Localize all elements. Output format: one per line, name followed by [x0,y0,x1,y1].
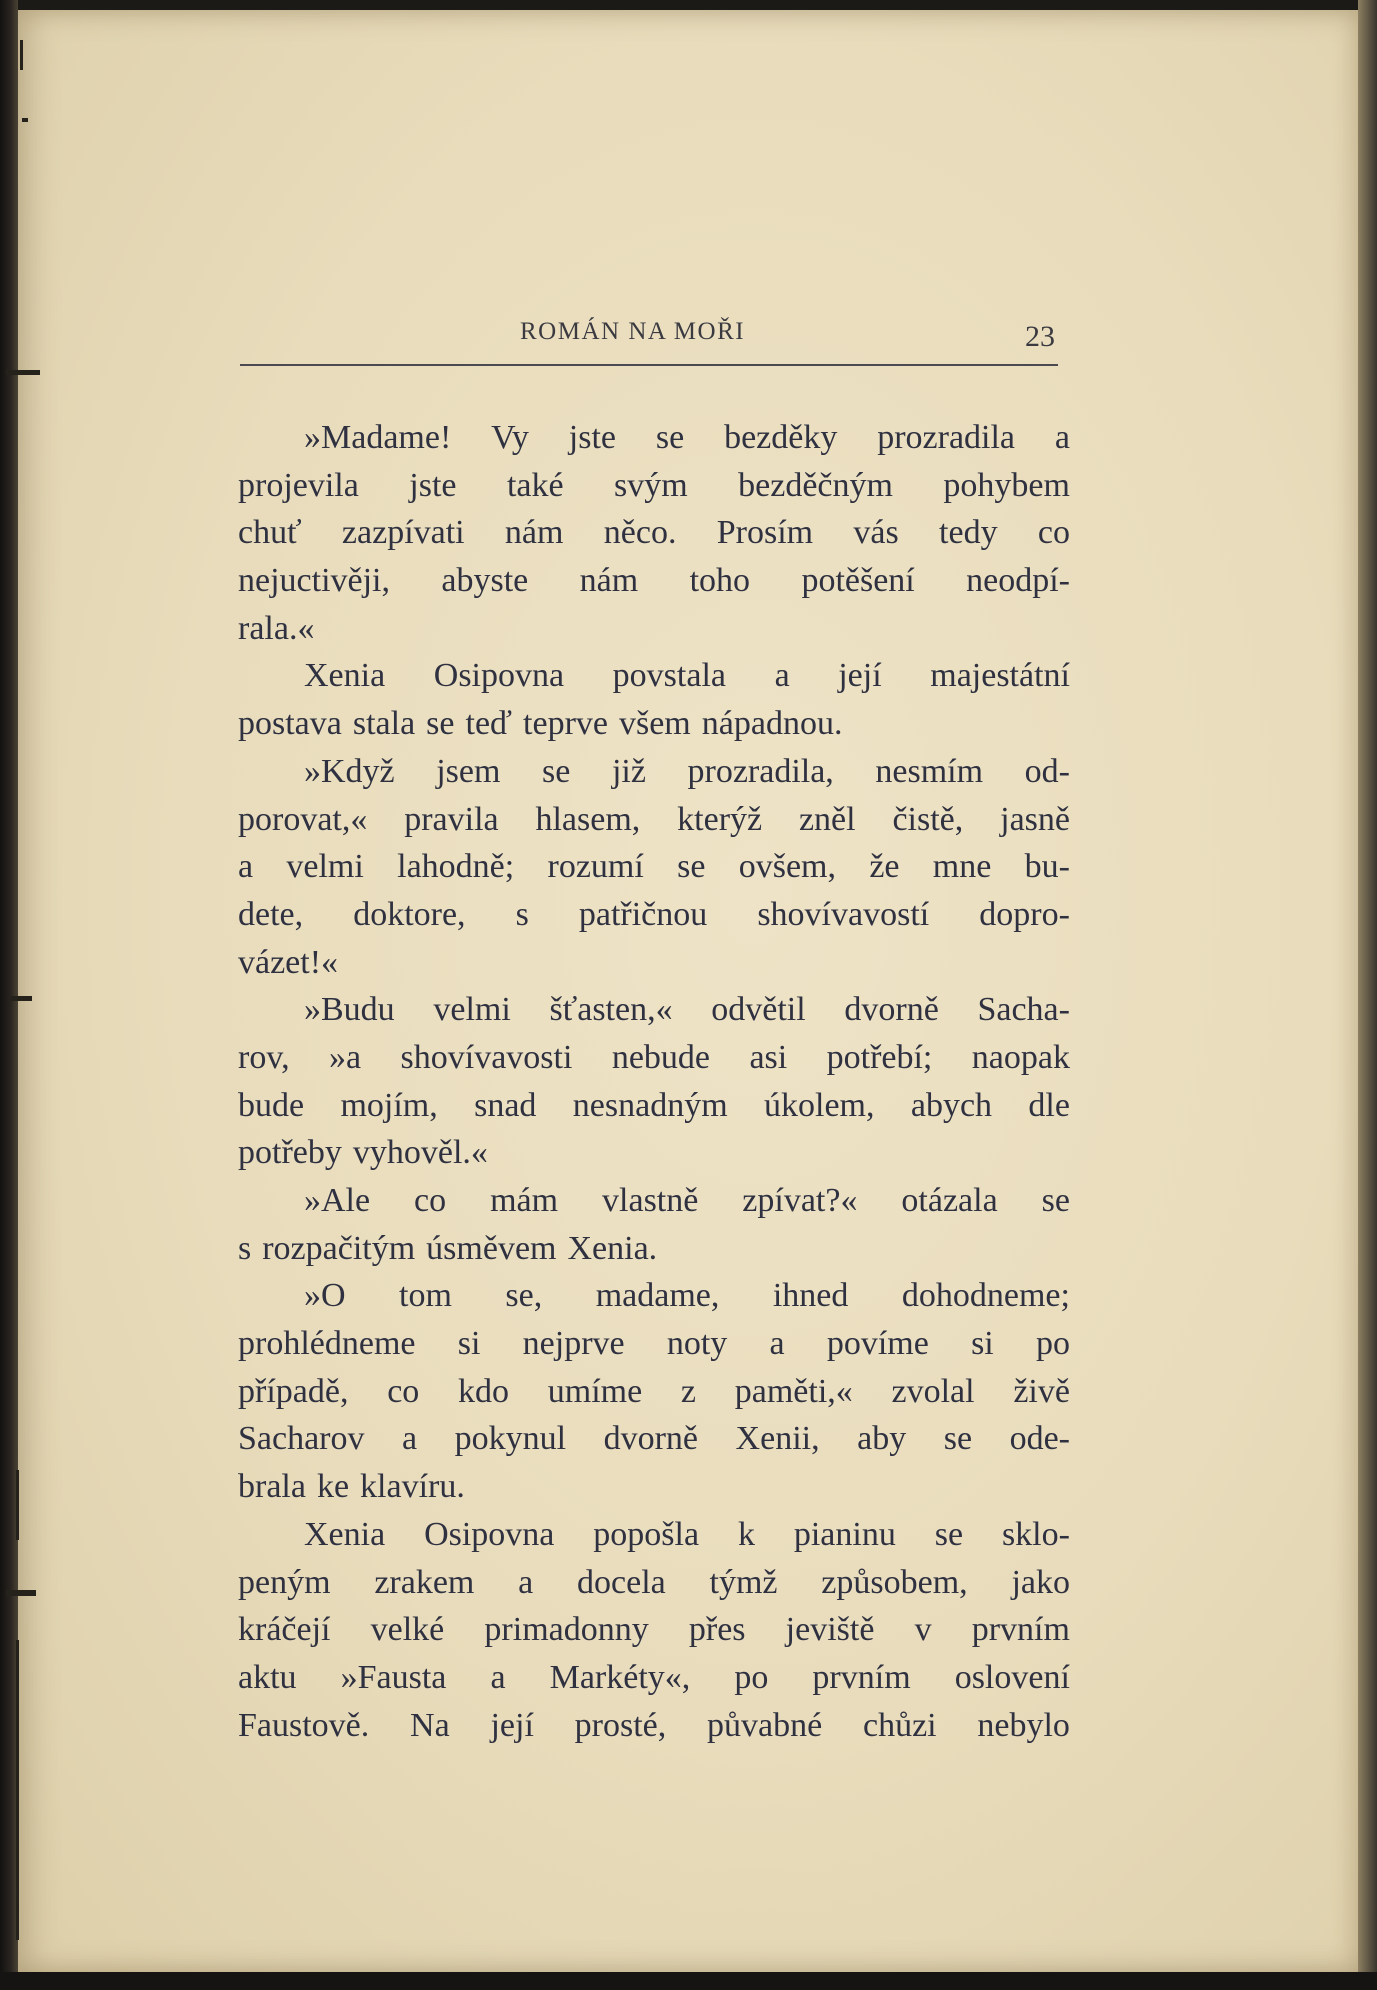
text-line: Xenia Osipovna povstala a její majestátní [304,657,1070,695]
text-line: peným zrakem a docela týmž způsobem, jako [238,1563,1070,1601]
binding-mark [22,118,28,122]
body-text [238,414,1070,1749]
text-line: »Ale co mám vlastně zpívat?« otázala se [304,1182,1070,1219]
text-line: případě, co kdo umíme z paměti,« zvolal živě [238,1372,1070,1410]
text-line: nejuctivěji, abyste nám toho potěšení neodpí- [238,562,1070,600]
running-header [240,318,1060,362]
text-line: aktu »Fausta a Markéty«, po prvním oslovení [238,1658,1070,1696]
paragraph [238,652,1070,747]
binding-mark [16,1640,19,1940]
binding-mark [6,1590,36,1596]
text-line: brala ke klavíru. [238,1468,465,1506]
text-line: postava stala se teď teprve všem nápadnou. [238,705,843,743]
paragraph [238,414,1070,652]
text-line: rala.« [238,609,315,647]
paragraph [238,986,1070,1177]
paragraph [238,748,1070,986]
text-line: prohlédneme si nejprve noty a povíme si po [238,1325,1070,1363]
text-line: chuť zazpívati nám něco. Prosím vás tedy co [238,514,1070,552]
text-line: dete, doktore, s patřičnou shovívavostí dopro- [238,895,1070,933]
paragraph [238,1511,1070,1749]
text-line: »Madame! Vy jste se bezděky prozradila a [304,419,1070,456]
binding-mark [6,370,40,375]
text-line: Faustově. Na její prosté, půvabné chůzi nebylo [238,1706,1070,1744]
text-line: vázet!« [238,943,339,981]
text-line: s rozpačitým úsměvem Xenia. [238,1229,658,1267]
binding-mark [16,1470,19,1540]
text-line: »Když jsem se již prozradila, nesmím od- [304,752,1070,790]
page-number: 23 [1025,320,1055,353]
text-line: rov, »a shovívavosti nebude asi potřebí; naopak [238,1038,1070,1076]
text-line: potřeby vyhověl.« [238,1134,488,1172]
text-line: porovat,« pravila hlasem, kterýž zněl čistě, jasně [238,800,1070,838]
text-line: »O tom se, madame, ihned dohodneme; [304,1277,1070,1315]
page-bottom-edge [0,1972,1377,1990]
paragraph [238,1177,1070,1272]
page-edge [1358,0,1377,1990]
running-title: ROMÁN NA MOŘI [520,318,746,345]
text-line: »Budu velmi šťasten,« odvětil dvorně Sacha- [304,991,1070,1029]
text-line: kráčejí velké primadonny přes jeviště v prvním [238,1611,1070,1649]
header-rule [240,364,1058,366]
binding-mark [10,996,32,1001]
paragraph [238,1272,1070,1510]
text-line: Sacharov a pokynul dvorně Xenii, aby se ode- [238,1420,1070,1458]
binding-mark [20,40,23,70]
text-line: a velmi lahodně; rozumí se ovšem, že mne bu- [238,848,1070,886]
text-line: projevila jste také svým bezděčným pohybem [238,466,1070,504]
text-line: Xenia Osipovna popošla k pianinu se sklo- [304,1515,1070,1553]
text-line: bude mojím, snad nesnadným úkolem, abych dle [238,1086,1070,1124]
